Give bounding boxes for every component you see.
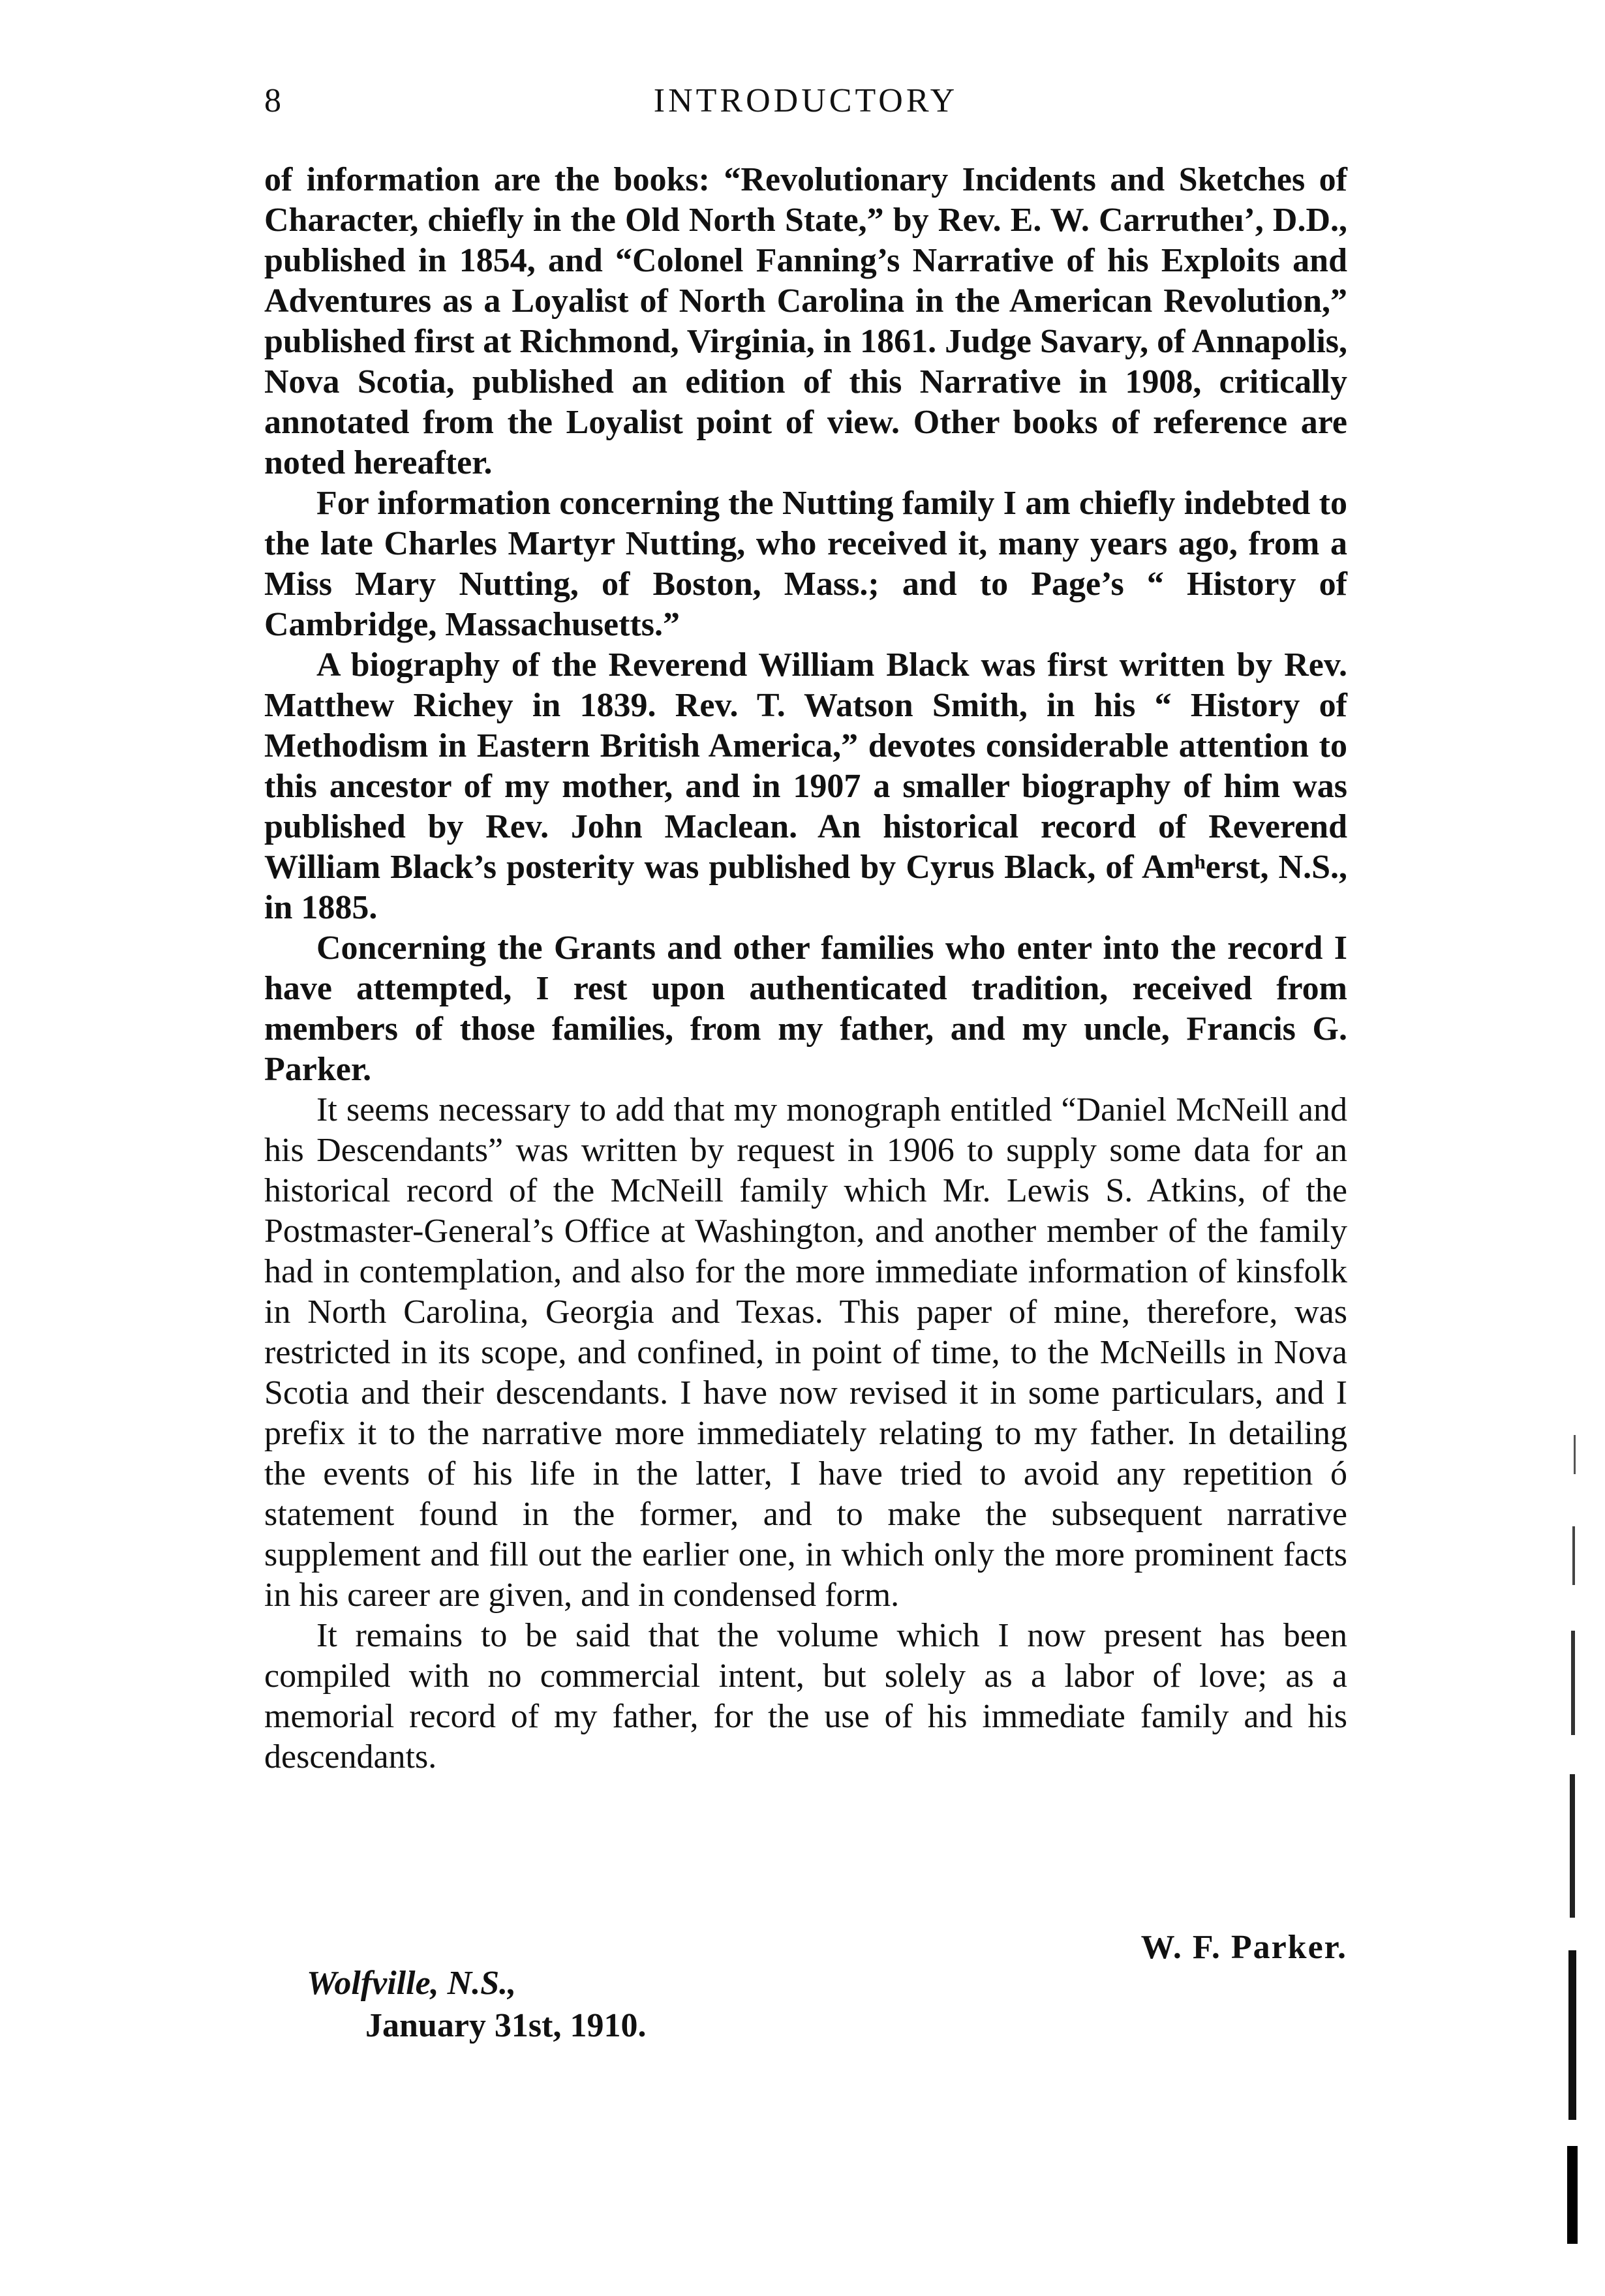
paragraph-mcneill-monograph: It seems necessary to add that my monograph entitled “Daniel McNeill and his Descendants” was written by request in 1906 to supply some data for an historical record of the McNeill family which Mr. Lewis S. Atkins, of the Postmaster-General’s Office at Washington, and another member of the family had in contemplation, and also for the more immediate information of kinsfolk in North Carolina, Georgia and Texas. This paper of mine, therefore, was restricted in its scope, and confined, in point of time, to the McNeills in Nova Scotia and their descendants. I have now revised it in some particulars, and I prefix it to the narrative more immediately relating to my father. In detailing the events of his life in the latter, I have tried to avoid any repetition ó statement found in the former, and to make the subsequent narrative supplement and fill out the earlier one, in which only the more prominent facts in his career are given, and in condensed form. [264, 1091, 1347, 1614]
place-line: Wolfville, N.S., [307, 1965, 517, 2002]
scan-edge-marks [1559, 1435, 1583, 2257]
paragraph-sources: of information are the books: “Revolutionary Incidents and Sketches of Character, chiefly in the Old North State,” by Rev. E. W. Carrutheıʼ, D.D., published in 1854, and “Colonel Fanning’s Narrative of his Exploits and Adventures as a Loyalist of North Carolina in the American Revolution,” published first at Richmond, Virginia, in 1861. Judge Savary, of Annapolis, Nova Scotia, published an edition of this Narrative in 1908, critically annotated from the Loyalist point of view. Other books of reference are noted hereafter. [264, 161, 1348, 481]
paragraph-william-black: A biography of the Reverend William Black was first written by Rev. Matthew Richey in 1839. Rev. T. Watson Smith, in his “ History of Methodism in Eastern British America,” devotes considerable attention to this ancestor of my mother, and in 1907 a smaller biography of him was published by Rev. John Maclean. An historical record of Reverend William Black’s posterity was published by Cyrus Black, of Amʰerst, N.S., in 1885. [264, 646, 1347, 926]
running-head: INTRODUCTORY [653, 82, 958, 119]
body-text [264, 160, 1347, 1777]
date-line: January 31st, 1910. [365, 2007, 647, 2044]
paragraph-grants: Concerning the Grants and other families who enter into the record I have attempted, I rest upon authenticated tradition, received from members of those families, from my father, and my uncle, Francis G. Parker. [264, 929, 1347, 1088]
page-number: 8 [264, 82, 281, 119]
paragraph-nutting-family: For information concerning the Nutting family I am chiefly indebted to the late Charles Martyr Nutting, who received it, many years ago, from a Miss Mary Nutting, of Boston, Mass.; and to Page’s “ History of Cambridge, Massachusetts.” [264, 485, 1347, 643]
page-header [264, 75, 1347, 127]
author-signature: W. F. Parker. [1140, 1929, 1347, 1966]
paragraph-closing: It remains to be said that the volume which I now present has been compiled with no commercial intent, but solely as a labor of love; as a memorial record of my father, for the use of his immediate family and his descendants. [264, 1617, 1347, 1775]
